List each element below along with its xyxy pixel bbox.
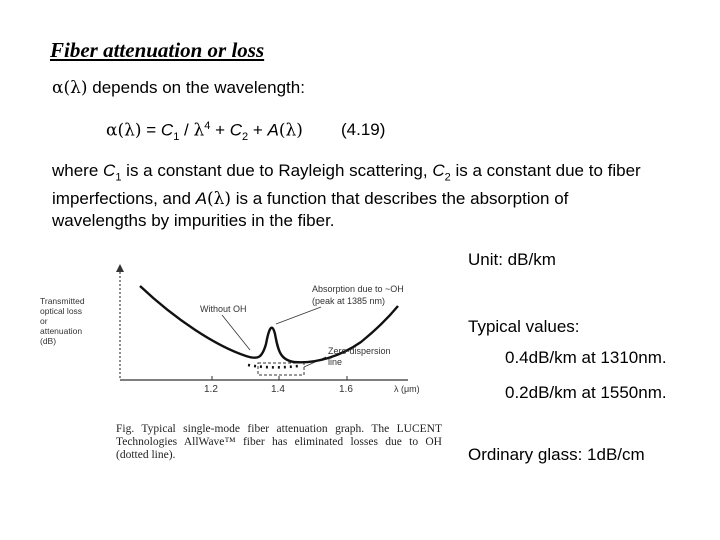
absorption-label: Absorption due to ~OH (peak at 1385 nm) — [312, 284, 404, 306]
para-a-arg: (λ) — [206, 189, 232, 210]
para-p2: is a constant due to Rayleigh scattering, — [121, 161, 433, 180]
explanation-paragraph — [52, 160, 652, 232]
eq-c1-sub: 1 — [173, 131, 180, 144]
attenuation-equation — [106, 120, 303, 143]
equation-number: (4.19) — [341, 120, 386, 139]
y-axis-label: Transmitted optical loss or attenuation (dB) — [40, 296, 85, 346]
para-c1-sub: 1 — [115, 171, 122, 184]
para-c2-sub: 2 — [444, 171, 451, 184]
y-axis-arrow-icon — [116, 264, 124, 272]
xtick-label: 1.6 — [339, 384, 353, 395]
eq-a-arg: (λ) — [278, 120, 303, 141]
intro-text: depends on the wavelength: — [87, 78, 305, 97]
alpha-lambda-symbol: α(λ) — [52, 78, 88, 98]
eq-a: A — [267, 120, 279, 140]
eq-pow: 4 — [204, 120, 211, 132]
attenuation-figure — [36, 262, 456, 407]
eq-plus1: + — [210, 120, 230, 140]
absorption-pointer — [276, 307, 321, 324]
typical-value-1310: 0.4dB/km at 1310nm. — [505, 348, 667, 367]
without-oh-pointer — [222, 315, 250, 350]
intro-line — [52, 78, 305, 98]
typical-values-title: Typical values: — [468, 317, 580, 336]
x-axis-label: λ (μm) — [394, 384, 420, 394]
para-p1: where — [52, 161, 104, 180]
without-oh-dotted-curve — [248, 365, 298, 367]
zero-dispersion-label: Zero-dispersion line — [328, 346, 391, 367]
eq-c2: C — [229, 120, 243, 140]
para-p4: is a function that describes the absorption of wavelengths by impurities in the fiber. — [52, 189, 569, 231]
eq-div: / — [179, 120, 194, 140]
para-p3: is a constant due to fiber imperfections, and — [52, 161, 641, 209]
without-oh-label: Without OH — [200, 304, 247, 314]
ordinary-glass-value: Ordinary glass: 1dB/cm — [468, 445, 645, 464]
xtick-label: 1.4 — [271, 384, 285, 395]
para-c1: C — [103, 161, 116, 180]
eq-lhs: α(λ) — [106, 120, 142, 141]
unit-label: Unit: dB/km — [468, 250, 556, 269]
eq-c1: C — [160, 120, 174, 140]
page-title: Fiber attenuation or loss — [50, 38, 265, 62]
xtick-label: 1.2 — [204, 384, 218, 395]
eq-equals: = — [141, 120, 161, 140]
typical-value-1550: 0.2dB/km at 1550nm. — [505, 383, 667, 402]
eq-plus2: + — [248, 120, 268, 140]
eq-lambda: λ — [193, 120, 205, 141]
figure-caption: Fig. Typical single-mode fiber attenuation graph. The LUCENT Technologies AllWave™ fiber has eliminated losses due to OH (dotted line). — [116, 423, 442, 461]
para-c2: C — [432, 161, 445, 180]
eq-c2-sub: 2 — [242, 131, 249, 144]
para-a: A — [195, 189, 207, 209]
